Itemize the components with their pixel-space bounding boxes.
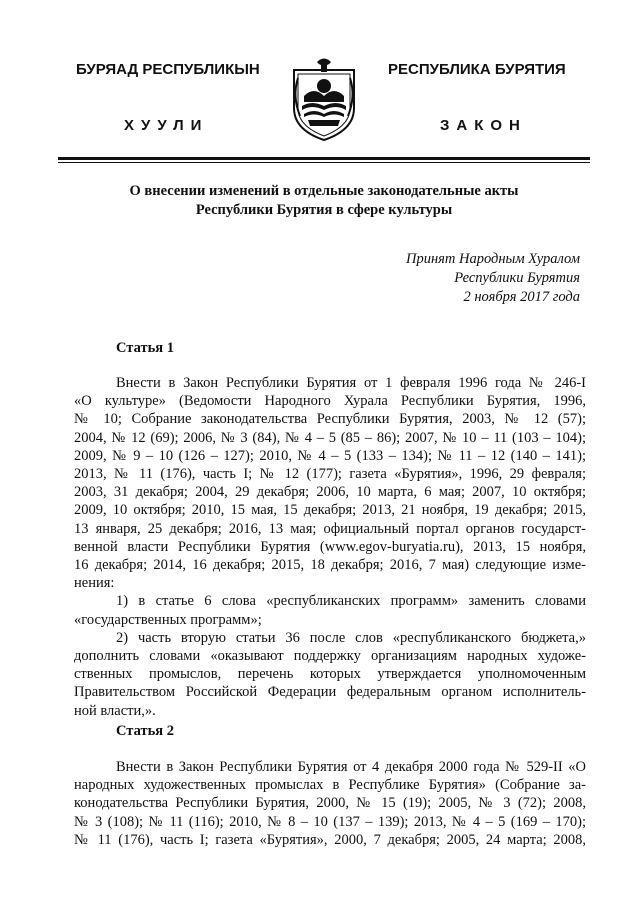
article-2-heading: Статья 2 xyxy=(116,723,174,739)
article-1-text xyxy=(74,374,586,720)
header-russian-law: ЗАКОН xyxy=(440,117,527,134)
adoption-note-line: Принят Народным Хуралом xyxy=(405,251,580,267)
text-line: № 3 (108); № 11 (116); 2010, № 8 – 10 (137 – 139); 2013, № 4 – 5 (169 – 170); xyxy=(74,813,586,830)
text-line: Внести в Закон Республики Бурятия от 4 декабря 2000 года № 529-II «О xyxy=(116,759,586,775)
coat-of-arms-icon xyxy=(290,56,358,142)
text-line: нения: xyxy=(74,575,115,592)
article-2-body xyxy=(74,758,586,849)
text-line: народных художественных промыслах в Республике Бурятия» (Собрание за- xyxy=(74,777,586,794)
text-line: «О культуре» (Ведомости Народного Хурала Республики Бурятия, 1996, xyxy=(74,393,586,410)
text-line: 2013, № 11 (176), часть I; № 12 (177); газета «Бурятия», 1996, 29 февраля; xyxy=(74,466,586,483)
text-line: конодательства Республики Бурятия, 2000, № 15 (19); 2005, № 3 (72); 2008, xyxy=(74,795,586,812)
text-line: 1) в статье 6 слова «республиканских программ» заменить словами xyxy=(116,593,586,610)
text-line: ной власти,». xyxy=(74,702,156,719)
article-1-heading: Статья 1 xyxy=(116,340,174,356)
adoption-note-line: Республики Бурятия xyxy=(454,270,580,286)
header-buryat-republic: БУРЯАД РЕСПУБЛИКЫН xyxy=(76,61,260,78)
text-line: № 10; Собрание законодательства Республики Бурятия, 2003, № 12 (57); xyxy=(74,411,586,428)
adoption-note xyxy=(406,250,580,307)
header-russian-republic: РЕСПУБЛИКА БУРЯТИЯ xyxy=(388,61,566,78)
law-title-line: Республики Бурятия в сфере культуры xyxy=(195,202,453,218)
header-divider-thin xyxy=(58,162,590,163)
text-line: «государственных программ»; xyxy=(74,611,262,628)
text-line: 2009, 10 октября; 2010, 15 мая, 15 декабря; 2013, 21 ноября, 19 декабря; 2015, xyxy=(74,502,586,519)
adoption-date: 2 ноября 2017 года xyxy=(463,289,580,305)
header-divider-thick xyxy=(58,157,590,160)
text-line: 2) часть вторую статьи 36 после слов «республиканского бюджета,» xyxy=(116,629,586,646)
text-line: 13 января, 25 декабря; 2016, 13 мая; официальный портал органов государст- xyxy=(74,520,586,537)
text-line: 2003, 31 декабря; 2004, 29 декабря; 2006, 10 марта, 6 мая; 2007, 10 октября; xyxy=(74,484,586,501)
article-1-body xyxy=(74,374,586,720)
header-buryat-law: ХУУЛИ xyxy=(124,117,209,134)
text-line: венной власти Республики Бурятия (www.egov-buryatia.ru), 2013, 15 ноября, xyxy=(74,538,586,555)
law-title xyxy=(58,182,590,220)
text-line: Правительством Российской Федерации федеральным органом исполнитель- xyxy=(74,684,586,701)
law-title-line: О внесении изменений в отдельные законодательные акты xyxy=(129,183,519,199)
text-line: ственных промыслов, перечень которых утверждается уполномоченным xyxy=(74,666,586,683)
text-line: 2009, № 9 – 10 (126 – 127); 2010, № 4 – 5 (133 – 134); № 11 – 12 (140 – 141); xyxy=(74,447,586,464)
text-line: № 11 (176), часть I; газета «Бурятия», 2000, 7 декабря; 2005, 24 марта; 2008, xyxy=(74,831,586,848)
text-line: Внести в Закон Республики Бурятия от 1 февраля 1996 года № 246-I xyxy=(116,375,586,391)
text-line: дополнить словами «оказывают поддержку организациям народных художе- xyxy=(74,648,586,665)
article-2-text xyxy=(74,758,586,849)
text-line: 2004, № 12 (69); 2006, № 3 (84), № 4 – 5 (85 – 86); 2007, № 10 – 11 (103 – 104); xyxy=(74,429,586,446)
text-line: 16 декабря; 2014, 16 декабря; 2015, 18 декабря; 2016, 7 мая) следующие изме- xyxy=(74,557,586,574)
